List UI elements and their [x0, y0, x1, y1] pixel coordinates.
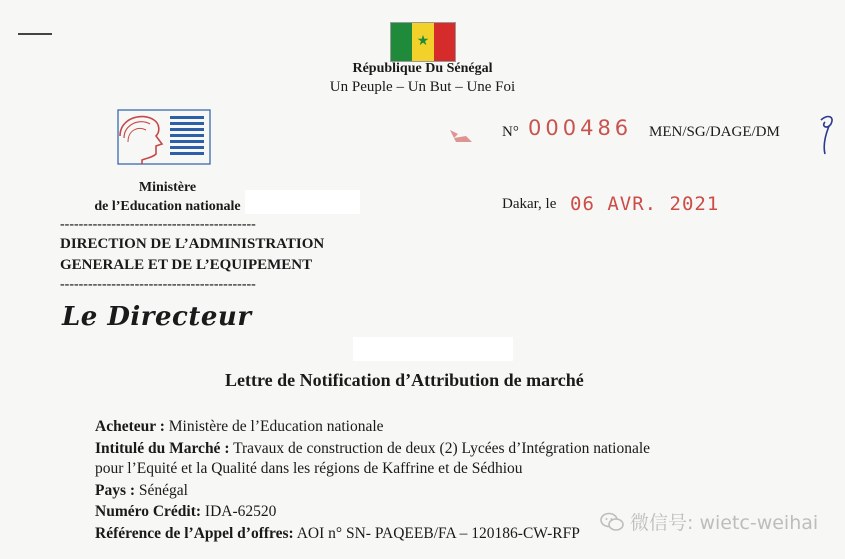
wechat-icon	[600, 512, 624, 532]
ministry-name-line2: de l’Education nationale	[94, 199, 241, 214]
ministry-education-logo-icon	[112, 108, 216, 166]
field-label: Pays :	[95, 482, 136, 499]
ministry-name-line1: Ministère	[138, 180, 197, 195]
direction-line2: GENERALE ET DE L’EQUIPEMENT	[60, 257, 313, 273]
reference-suffix: MEN/SG/DAGE/DM	[649, 124, 780, 140]
signatory-title: Le Directeur	[62, 302, 252, 332]
field-value: IDA-62520	[201, 503, 277, 520]
field-tender-reference	[95, 525, 580, 543]
field-value: Sénégal	[135, 482, 188, 499]
field-label: Numéro Crédit:	[95, 503, 202, 520]
field-label: Intitulé du Marché :	[95, 440, 230, 457]
direction-line1: DIRECTION DE L’ADMINISTRATION	[60, 236, 325, 252]
field-label: Acheteur :	[95, 418, 165, 435]
field-buyer	[95, 418, 384, 436]
field-value: AOI n° SN- PAQEEB/FA – 120186-CW-RFP	[293, 525, 580, 542]
watermark	[600, 508, 818, 535]
field-value: Ministère de l’Education nationale	[164, 418, 384, 435]
field-value: pour l’Equité et la Qualité dans les régions de Kaffrine et de Sédhiou	[95, 460, 523, 477]
star-icon: ★	[416, 34, 430, 49]
field-value: Travaux de construction de deux (2) Lycées d’Intégration nationale	[229, 440, 651, 457]
date-stamp: 06 AVR. 2021	[570, 193, 720, 215]
divider-dashes: ------------------------------------------	[60, 217, 256, 232]
field-label: Référence de l’Appel d’offres:	[95, 525, 294, 542]
field-credit-number	[95, 503, 276, 521]
field-contract-title-cont	[95, 460, 523, 478]
divider-dashes: ------------------------------------------	[60, 277, 256, 292]
senegal-flag-icon	[390, 22, 456, 62]
letter-title: Lettre de Notification d’Attribution de marché	[225, 370, 584, 390]
date-label: Dakar, le	[502, 196, 557, 212]
watermark-text: 微信号: wietc-weihai	[630, 512, 819, 534]
field-contract-title	[95, 440, 650, 458]
republic-name: République Du Sénégal	[352, 61, 493, 76]
national-motto: Un Peuple – Un But – Une Foi	[329, 79, 516, 95]
reference-number: 000486	[528, 116, 633, 140]
reference-label: N°	[502, 124, 519, 140]
redaction-box	[245, 190, 360, 214]
handwritten-mark-icon	[813, 112, 839, 156]
stamp-mark-icon	[448, 128, 474, 144]
scan-mark	[18, 33, 52, 35]
redaction-box	[353, 337, 513, 361]
field-country	[95, 482, 188, 500]
